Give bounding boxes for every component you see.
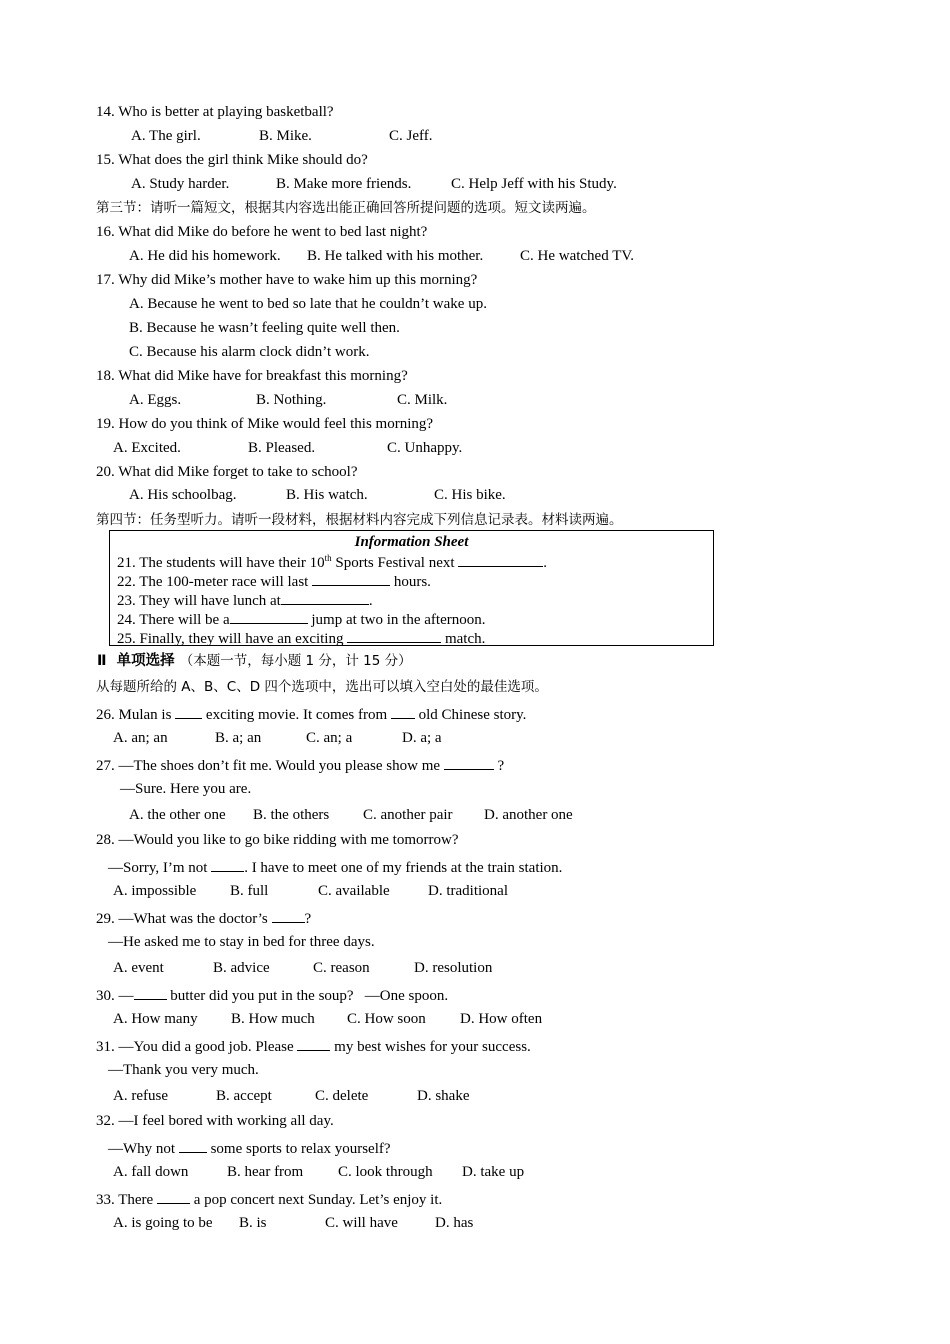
q28-option-d: D. traditional [428,883,508,899]
q27-blank[interactable] [444,755,494,770]
q29-option-c: C. reason [313,960,370,976]
question-20: 20. What did Mike forget to take to school? [96,464,358,480]
q29-option-b: B. advice [213,960,270,976]
part-2-note: （本题一节，每小题 1 分，计 15 分） [179,653,412,669]
q26-text-2: exciting movie. It comes from [202,707,391,723]
question-15: 15. What does the girl think Mike should do? [96,152,368,168]
q28-reply-text-2: . I have to meet one of my friends at the train station. [244,860,563,876]
q20-option-b: B. His watch. [286,487,368,503]
info-21-text-c: . [543,555,548,571]
q32-reply-text-2: some sports to relax yourself? [206,1141,391,1157]
q30-option-a: A. How many [113,1011,198,1027]
q15-option-b: B. Make more friends. [276,176,412,192]
q16-option-a: A. He did his homework. [129,248,281,264]
info-25-blank[interactable] [347,628,441,643]
q31-option-b: B. accept [216,1088,272,1104]
question-18: 18. What did Mike have for breakfast this morning? [96,368,408,384]
q26-option-c: C. an; a [306,730,353,746]
info-21-blank[interactable] [458,552,543,567]
q28-reply [108,857,562,877]
question-16: 16. What did Mike do before he went to bed last night? [96,224,428,240]
section-3-instruction: 第三节：请听一篇短文，根据其内容选出能正确回答所提问题的选项。短文读两遍。 [96,200,596,216]
q27-option-a: A. the other one [129,807,226,823]
q14-option-b: B. Mike. [259,128,312,144]
info-row-24 [117,609,486,629]
q17-option-b: B. Because he wasn’t feeling quite well then. [129,320,400,336]
q30-text-2: butter did you put in the soup? —One spoon. [166,988,449,1004]
q26-option-a: A. an; an [113,730,168,746]
q16-option-b: B. He talked with his mother. [307,248,484,264]
part-2-title: Ⅱ 单项选择 [97,653,175,669]
question-17: 17. Why did Mike’s mother have to wake him up this morning? [96,272,478,288]
question-14: 14. Who is better at playing basketball? [96,104,334,120]
section-4-instruction: 第四节：任务型听力。请听一段材料，根据材料内容完成下列信息记录表。材料读两遍。 [96,512,623,528]
q30-option-d: D. How often [460,1011,543,1027]
q15-option-a: A. Study harder. [131,176,230,192]
q30-text-1: 30. — [96,988,134,1004]
q27-reply: —Sure. Here you are. [120,781,252,797]
q31-reply: —Thank you very much. [108,1062,259,1078]
information-sheet [109,530,714,646]
info-row-23 [117,590,373,610]
info-24-text-b: jump at two in the afternoon. [307,612,486,628]
info-23-text-a: 23. They will have lunch at [117,593,281,609]
info-21-text-b: Sports Festival next [331,555,459,571]
info-row-21 [117,552,547,572]
information-sheet-title: Information Sheet [354,534,469,550]
info-22-blank[interactable] [312,571,390,586]
q32-blank[interactable] [179,1138,207,1153]
q32-option-c: C. look through [338,1164,433,1180]
info-21-text-a: 21. The students will have their 10 [117,555,325,571]
q20-option-a: A. His schoolbag. [129,487,237,503]
q28-blank[interactable] [211,857,244,872]
question-29 [96,908,311,928]
q33-option-d: D. has [435,1215,474,1231]
part-2-heading [97,652,412,670]
q26-blank-2[interactable] [391,704,415,719]
q28-option-c: C. available [318,883,390,899]
q16-option-c: C. He watched TV. [520,248,635,264]
q20-option-c: C. His bike. [434,487,506,503]
q27-option-b: B. the others [253,807,330,823]
q29-option-d: D. resolution [414,960,493,976]
q26-blank-1[interactable] [175,704,202,719]
q33-option-c: C. will have [325,1215,398,1231]
q31-option-d: D. shake [417,1088,470,1104]
question-30 [96,985,448,1005]
info-23-text-b: . [368,593,373,609]
info-25-text-a: 25. Finally, they will have an exciting [117,631,348,647]
q29-text-1: 29. —What was the doctor’s [96,911,272,927]
q31-option-a: A. refuse [113,1088,168,1104]
q15-option-c: C. Help Jeff with his Study. [451,176,617,192]
q27-option-d: D. another one [484,807,573,823]
q19-option-a: A. Excited. [113,440,181,456]
q19-option-b: B. Pleased. [248,440,316,456]
question-32: 32. —I feel bored with working all day. [96,1113,334,1129]
part-2-instruction: 从每题所给的 A、B、C、D 四个选项中，选出可以填入空白处的最佳选项。 [96,679,548,695]
q17-option-a: A. Because he went to bed so late that he couldn’t wake up. [129,296,487,312]
info-24-blank[interactable] [230,609,308,624]
question-26 [96,704,526,724]
q33-text-1: 33. There [96,1192,157,1208]
q28-reply-text-1: —Sorry, I’m not [108,860,212,876]
question-31 [96,1036,531,1056]
q29-reply: —He asked me to stay in bed for three days. [108,934,375,950]
q26-text-3: old Chinese story. [414,707,527,723]
q14-option-a: A. The girl. [131,128,201,144]
info-21-sup: th [324,553,332,563]
info-24-text-a: 24. There will be a [117,612,230,628]
q26-text-1: 26. Mulan is [96,707,176,723]
q29-text-2: ? [304,911,312,927]
question-33 [96,1189,442,1209]
q32-option-a: A. fall down [113,1164,189,1180]
q18-option-c: C. Milk. [397,392,448,408]
q17-option-c: C. Because his alarm clock didn’t work. [129,344,370,360]
q33-option-a: A. is going to be [113,1215,213,1231]
q32-reply-text-1: —Why not [108,1141,179,1157]
info-23-blank[interactable] [281,590,369,605]
q31-option-c: C. delete [315,1088,369,1104]
q14-option-c: C. Jeff. [389,128,433,144]
info-25-text-b: match. [441,631,486,647]
q27-option-c: C. another pair [363,807,453,823]
q28-option-b: B. full [230,883,269,899]
q32-reply [108,1138,391,1158]
question-19: 19. How do you think of Mike would feel this morning? [96,416,434,432]
info-row-22 [117,571,431,591]
q33-text-2: a pop concert next Sunday. Let’s enjoy it. [189,1192,443,1208]
q31-text-2: my best wishes for your success. [330,1039,531,1055]
info-22-text-b: hours. [390,574,431,590]
q33-blank[interactable] [157,1189,190,1204]
q27-text-2: ? [493,758,505,774]
q33-option-b: B. is [239,1215,267,1231]
q31-blank[interactable] [297,1036,330,1051]
q18-option-a: A. Eggs. [129,392,182,408]
q30-option-b: B. How much [231,1011,315,1027]
q32-option-d: D. take up [462,1164,525,1180]
q19-option-c: C. Unhappy. [387,440,463,456]
info-22-text-a: 22. The 100-meter race will last [117,574,313,590]
q30-blank[interactable] [134,985,167,1000]
q27-text-1: 27. —The shoes don’t fit me. Would you please show me [96,758,444,774]
question-28: 28. —Would you like to go bike ridding with me tomorrow? [96,832,459,848]
q29-option-a: A. event [113,960,164,976]
question-27 [96,755,504,775]
q32-option-b: B. hear from [227,1164,304,1180]
info-row-25 [117,628,485,648]
q30-option-c: C. How soon [347,1011,426,1027]
q31-text-1: 31. —You did a good job. Please [96,1039,298,1055]
q29-blank[interactable] [272,908,305,923]
q26-option-d: D. a; a [402,730,442,746]
q28-option-a: A. impossible [113,883,197,899]
q18-option-b: B. Nothing. [256,392,327,408]
q26-option-b: B. a; an [215,730,262,746]
